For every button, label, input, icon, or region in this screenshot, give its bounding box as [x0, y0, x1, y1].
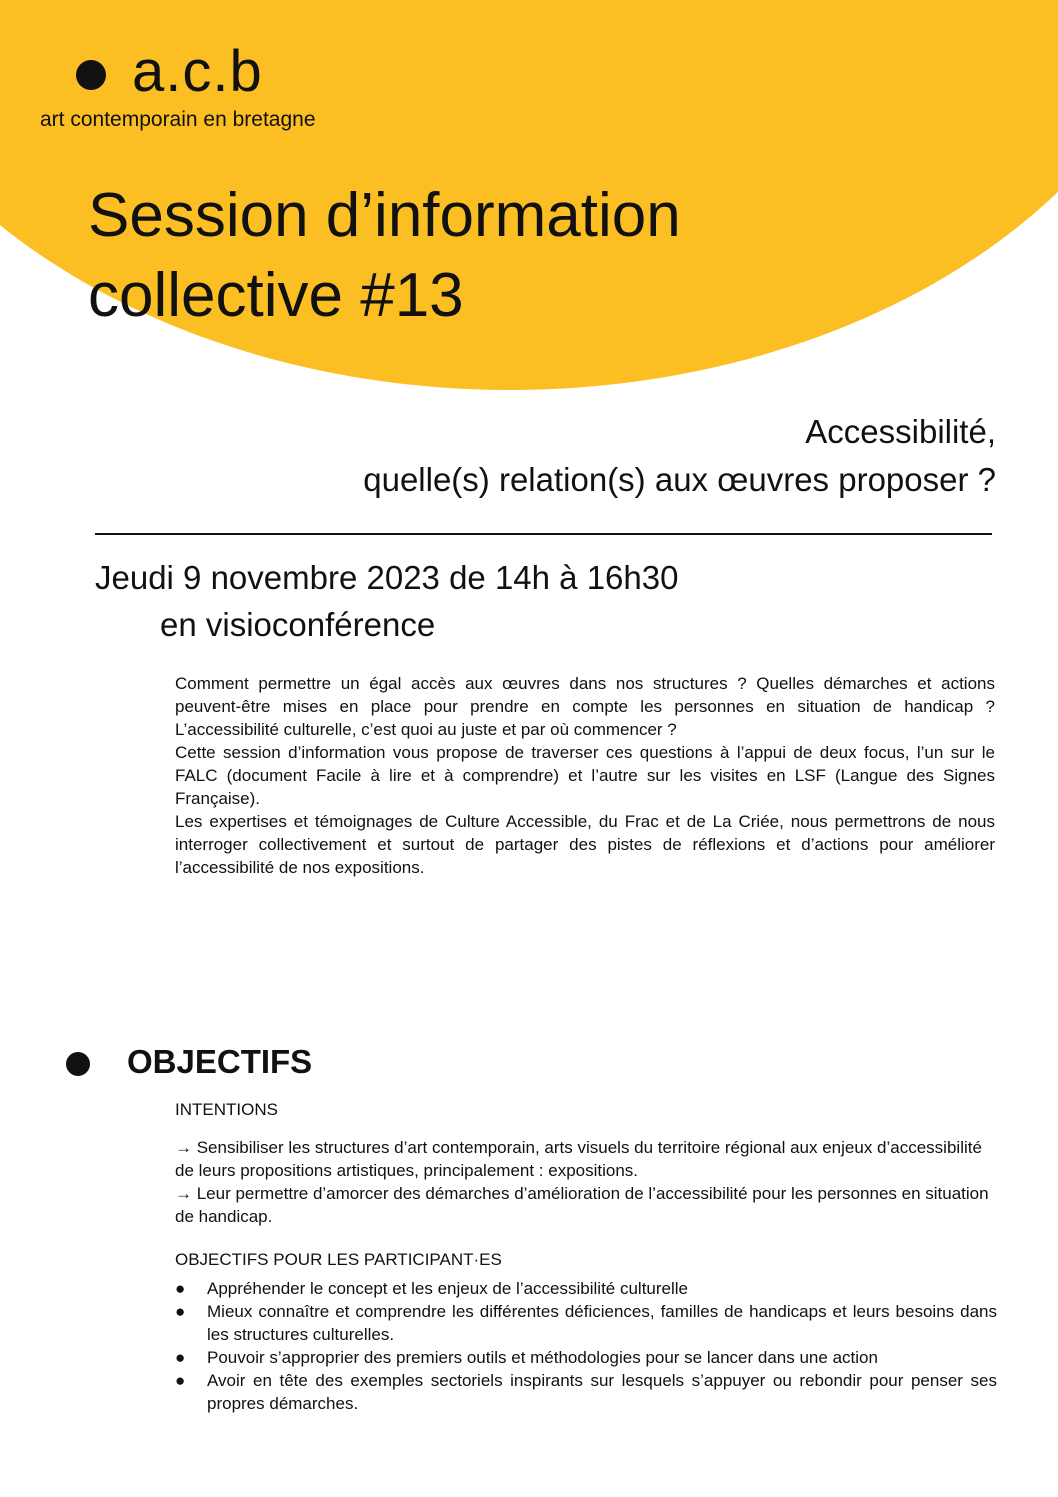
list-item-text: Appréhender le concept et les enjeux de l’accessibilité culturelle	[207, 1279, 689, 1298]
list-item-text: Avoir en tête des exemples sectoriels inspirants sur lesquels s’appuyer ou rebondir pour penser ses propres démarches.	[207, 1371, 997, 1413]
session-subtitle-line-2: quelle(s) relation(s) aux œuvres proposer ?	[363, 461, 996, 498]
list-item-text: Mieux connaître et comprendre les différentes déficiences, familles de handicaps et leurs besoins dans les structures culturelles.	[207, 1302, 997, 1344]
intentions-heading: INTENTIONS	[175, 1100, 278, 1119]
bullet-icon: ●	[175, 1371, 186, 1390]
intro-paragraph: Cette session d’information vous propose de traverser ces questions à l’appui de deux focus, l’un sur le FALC (document Facile à lire et à comprendre) et l’autre sur les visites en LSF (Langue des Signes Française).	[175, 743, 995, 808]
section-title-objectifs: OBJECTIFS	[127, 1043, 313, 1080]
objectifs-content	[175, 1098, 997, 1415]
session-subtitle-line-1: Accessibilité,	[805, 413, 996, 450]
section-bullet-icon	[66, 1052, 90, 1076]
list-item	[175, 1277, 997, 1300]
page-title-line-1: Session d’information	[88, 181, 681, 250]
intention-item: → Leur permettre d’amorcer des démarches d’amélioration de l’accessibilité pour les personnes en situation de handicap.	[175, 1184, 989, 1226]
bullet-icon: ●	[175, 1348, 186, 1367]
intro-paragraph: Les expertises et témoignages de Culture Accessible, du Frac et de La Criée, nous permettrons de nous interroger collectivement et surtout de partager des pistes de réflexions et d’actions pour améliorer l’accessibilité de nos expositions.	[175, 812, 995, 877]
logo-name: a.c.b	[132, 39, 263, 104]
list-item	[175, 1300, 997, 1346]
logo-subtitle: art contemporain en bretagne	[40, 108, 316, 131]
event-venue: en visioconférence	[160, 606, 436, 643]
session-subtitle	[363, 408, 996, 504]
page-title	[88, 176, 681, 336]
list-item	[175, 1369, 997, 1415]
intro-text	[175, 672, 995, 879]
participants-list	[175, 1277, 997, 1415]
intro-paragraph: Comment permettre un égal accès aux œuvres dans nos structures ? Quelles démarches et actions peuvent-être mises en place pour prendre en compte les personnes en situation de handicap ? L’accessibilité culturelle, c’est quoi au juste et par où commencer ?	[175, 674, 995, 739]
bullet-icon: ●	[175, 1302, 186, 1321]
list-item	[175, 1346, 997, 1369]
participants-heading: OBJECTIFS POUR LES PARTICIPANT·ES	[175, 1250, 502, 1269]
logo-dot-icon	[76, 60, 106, 90]
bullet-icon: ●	[175, 1279, 186, 1298]
divider	[95, 533, 992, 535]
page-title-line-2: collective #13	[88, 261, 464, 330]
list-item-text: Pouvoir s’approprier des premiers outils et méthodologies pour se lancer dans une action	[207, 1348, 878, 1367]
intention-item: → Sensibiliser les structures d’art contemporain, arts visuels du territoire régional aux enjeux d’accessibilité de leurs propositions artistiques, principalement : expositions.	[175, 1138, 982, 1180]
event-date: Jeudi 9 novembre 2023 de 14h à 16h30	[95, 559, 679, 596]
